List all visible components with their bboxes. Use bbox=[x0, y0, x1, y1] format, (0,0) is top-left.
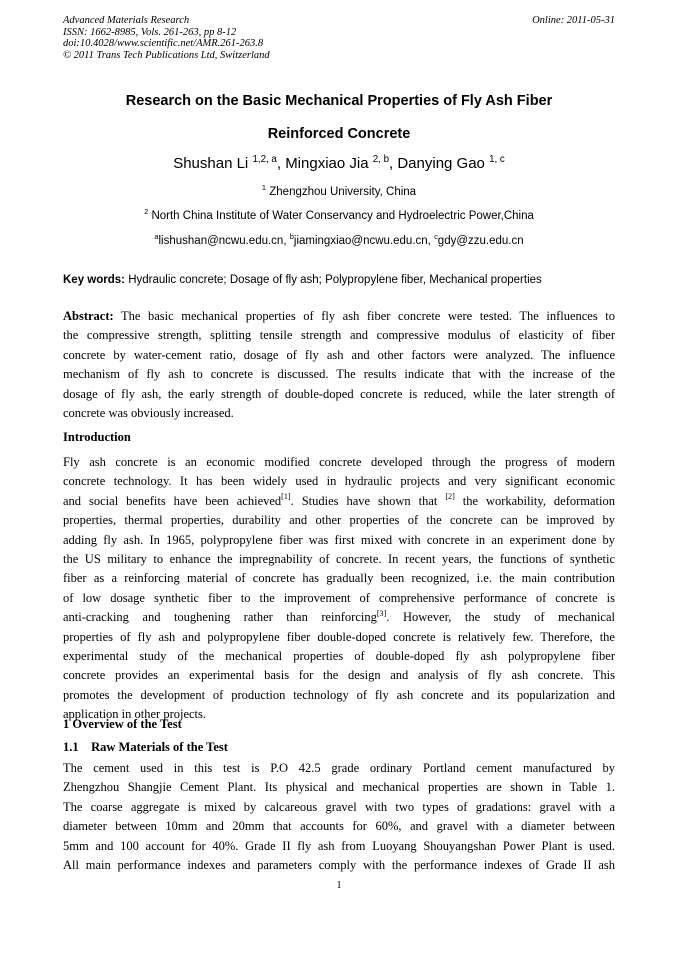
body-text: and social benefits have been achieved bbox=[63, 493, 282, 508]
body-line: the US military to enhance the impregnability of concrete. In recent years, the functions of synthetic bbox=[63, 551, 615, 566]
section-1-heading: 1 Overview of the Test bbox=[63, 717, 182, 731]
body-line: concrete technology. It has been widely used in hydraulic projects and very significant economic bbox=[63, 474, 615, 489]
keywords bbox=[63, 274, 615, 286]
body-text: . However, the study of mechanical bbox=[386, 610, 615, 625]
abstract-line: dosage of fly ash, the early strength of double-doped concrete is reduced, while the later strength of bbox=[63, 386, 615, 401]
body-text: . Studies have shown that bbox=[290, 493, 446, 508]
author-separator: , bbox=[389, 155, 398, 172]
email-address: lishushan@ncwu.edu.cn, bbox=[158, 235, 290, 247]
body-line: The coarse aggregate is mixed by calcareous gravel with two types of gradations: gravel with a bbox=[63, 799, 615, 814]
affiliation-2 bbox=[63, 206, 615, 222]
body-line: 5mm and 100 account for 40%. Grade II fly ash from Luoyang Shouyangshan Power Plant is used. bbox=[63, 838, 615, 853]
body-line: All main performance indexes and parameters comply with the performance indexes of Grade II ash bbox=[63, 857, 615, 872]
email-mark: a bbox=[154, 231, 159, 241]
abstract-label: Abstract: bbox=[63, 309, 114, 323]
body-line bbox=[63, 492, 615, 511]
paper-title-line-1: Research on the Basic Mechanical Properties of Fly Ash Fiber bbox=[125, 93, 553, 109]
author-affiliation-mark: 1, c bbox=[489, 153, 505, 165]
body-line bbox=[63, 608, 615, 627]
citation-mark: [3] bbox=[376, 608, 387, 618]
body-line: experimental study of the mechanical properties of double-doped fly ash polypropylene fiber bbox=[63, 648, 615, 663]
body-line: adding fly ash. In 1965, polypropylene fiber was first mixed with concrete in an experiment done by bbox=[63, 532, 615, 547]
abstract-line: the compressive strength, splitting tensile strength and compressive modulus of elasticity of fiber bbox=[63, 328, 615, 343]
email-mark: c bbox=[434, 231, 438, 241]
introduction-body bbox=[63, 453, 615, 724]
body-line: The cement used in this test is P.O 42.5 grade ordinary Portland cement manufactured by bbox=[63, 761, 615, 775]
email-address: gdy@zzu.edu.cn bbox=[437, 235, 524, 247]
abstract-line: concrete by water-cement ratio, dosage of fly ash and other factors were analyzed. The influence bbox=[63, 347, 615, 362]
abstract-line: mechanism of fly ash to concrete is discussed. The results indicate that with the increase of the bbox=[63, 367, 615, 382]
email-line bbox=[63, 231, 615, 247]
affiliation-mark: 1 bbox=[261, 182, 267, 192]
copyright-line: © 2011 Trans Tech Publications Ltd, Switzerland bbox=[63, 49, 270, 61]
citation-mark: [1] bbox=[281, 492, 291, 502]
body-line: properties, thermal properties, durability and other properties of the concrete can be improved by bbox=[63, 513, 615, 528]
abstract-line bbox=[63, 307, 615, 326]
body-line: fiber as a reinforcing material of concrete has gradually been recognized, i.e. the main contribution bbox=[63, 571, 615, 586]
keywords-label: Key words: bbox=[63, 274, 125, 286]
body-line: Zhengzhou Shangjie Cement Plant. Its physical and mechanical properties are shown in Table 1. bbox=[63, 780, 615, 795]
email-mark: b bbox=[289, 231, 294, 241]
online-date: Online: 2011-05-31 bbox=[532, 15, 615, 26]
abstract-text: The basic mechanical properties of fly ash fiber concrete were tested. The influences to bbox=[113, 309, 615, 323]
affiliation-1 bbox=[63, 182, 615, 198]
body-line: application in other projects. bbox=[63, 707, 207, 722]
author-list bbox=[63, 155, 615, 172]
abstract-line: concrete was obviously increased. bbox=[63, 405, 234, 420]
author-affiliation-mark: 2, b bbox=[372, 153, 389, 165]
body-line: diameter between 10mm and 20mm that accounts for 60%, and gravel with a diameter between bbox=[63, 819, 615, 834]
journal-name: Advanced Materials Research bbox=[63, 15, 190, 26]
section-1-1-body bbox=[63, 759, 615, 875]
page-number: 1 bbox=[336, 880, 342, 891]
section-1-1-heading: 1.1 Raw Materials of the Test bbox=[63, 740, 228, 754]
body-line: of low dosage synthetic fiber to the improvement of comprehensive performance of concrete is bbox=[63, 590, 615, 605]
affiliation-text: Zhengzhou University, China bbox=[269, 186, 417, 198]
abstract bbox=[63, 307, 615, 423]
author-name: Danying Gao bbox=[397, 155, 485, 172]
body-line: Fly ash concrete is an economic modified concrete developed through the progress of modern bbox=[63, 455, 615, 469]
author-affiliation-mark: 1,2, a bbox=[252, 153, 277, 165]
body-line: promotes the development of production technology of fly ash concrete and its popularization and bbox=[63, 687, 615, 702]
author-name: Mingxiao Jia bbox=[285, 155, 369, 172]
paper-title-line-2: Reinforced Concrete bbox=[267, 126, 411, 142]
body-line: properties of fly ash and polypropylene fiber double-doped concrete is relatively few. Therefore, the bbox=[63, 629, 615, 644]
author-name: Shushan Li bbox=[173, 155, 249, 172]
body-text: anti-cracking and toughening rather than reinforcing bbox=[63, 610, 377, 625]
email-address: jiamingxiao@ncwu.edu.cn, bbox=[293, 235, 435, 247]
journal-header bbox=[63, 15, 615, 61]
affiliation-text: North China Institute of Water Conservancy and Hydroelectric Power,China bbox=[151, 210, 534, 222]
body-line: concrete provides an experimental basis for the design and analysis of fly ash concrete. This bbox=[63, 668, 615, 683]
issn-line: ISSN: 1662-8985, Vols. 261-263, pp 8-12 bbox=[63, 26, 237, 38]
introduction-heading: Introduction bbox=[63, 430, 131, 444]
body-text: the workability, deformation bbox=[454, 493, 615, 508]
author-separator: , bbox=[276, 155, 286, 172]
doi-line: doi:10.4028/www.scientific.net/AMR.261-263.8 bbox=[63, 38, 264, 49]
citation-mark: [2] bbox=[445, 492, 455, 502]
keywords-text: Hydraulic concrete; Dosage of fly ash; Polypropylene fiber, Mechanical properties bbox=[125, 274, 542, 286]
affiliation-mark: 2 bbox=[144, 206, 149, 216]
